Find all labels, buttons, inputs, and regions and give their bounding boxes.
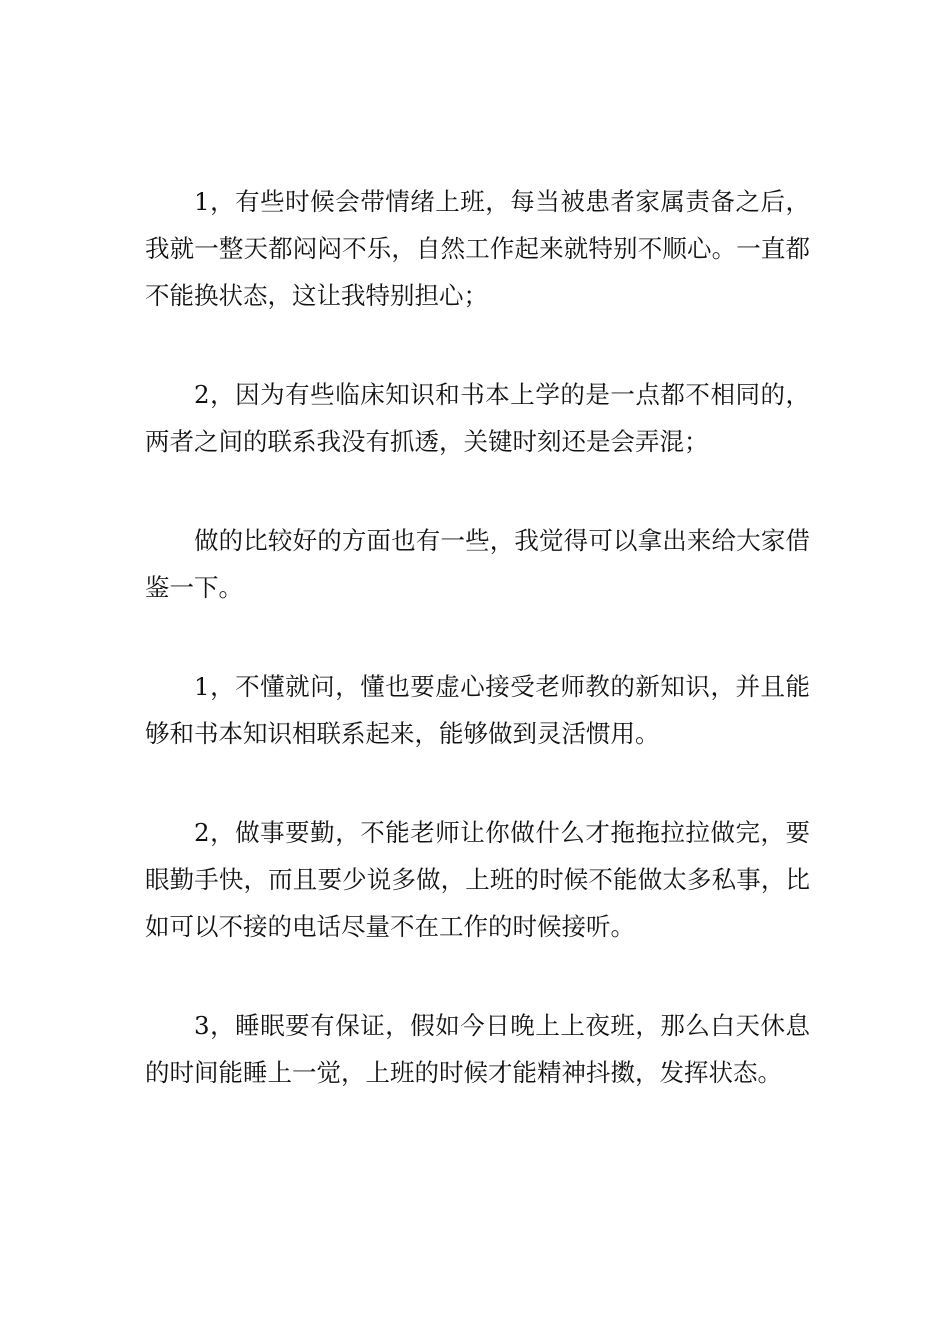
paragraph-problem-2: 2，因为有些临床知识和书本上学的是一点都不相同的，两者之间的联系我没有抓透，关键时刻还是会弄混；	[145, 380, 810, 456]
paragraph-strength-2: 2，做事要勤，不能老师让你做什么才拖拖拉拉做完，要眼勤手快，而且要少说多做，上班的时候不能做太多私事，比如可以不接的电话尽量不在工作的时候接听。	[145, 818, 810, 941]
paragraph-strengths-intro: 做的比较好的方面也有一些，我觉得可以拿出来给大家借鉴一下。	[145, 526, 810, 602]
paragraph-strength-3: 3，睡眠要有保证，假如今日晚上上夜班，那么白天休息的时间能睡上一觉，上班的时候才能精神抖擞，发挥状态。	[145, 1011, 810, 1087]
paragraph-strength-1: 1，不懂就问，懂也要虚心接受老师教的新知识，并且能够和书本知识相联系起来，能够做到灵活惯用。	[145, 672, 810, 748]
document-body	[145, 178, 810, 1148]
paragraph-problem-1: 1，有些时候会带情绪上班，每当被患者家属责备之后，我就一整天都闷闷不乐，自然工作起来就特别不顺心。一直都不能换状态，这让我特别担心；	[145, 187, 810, 310]
